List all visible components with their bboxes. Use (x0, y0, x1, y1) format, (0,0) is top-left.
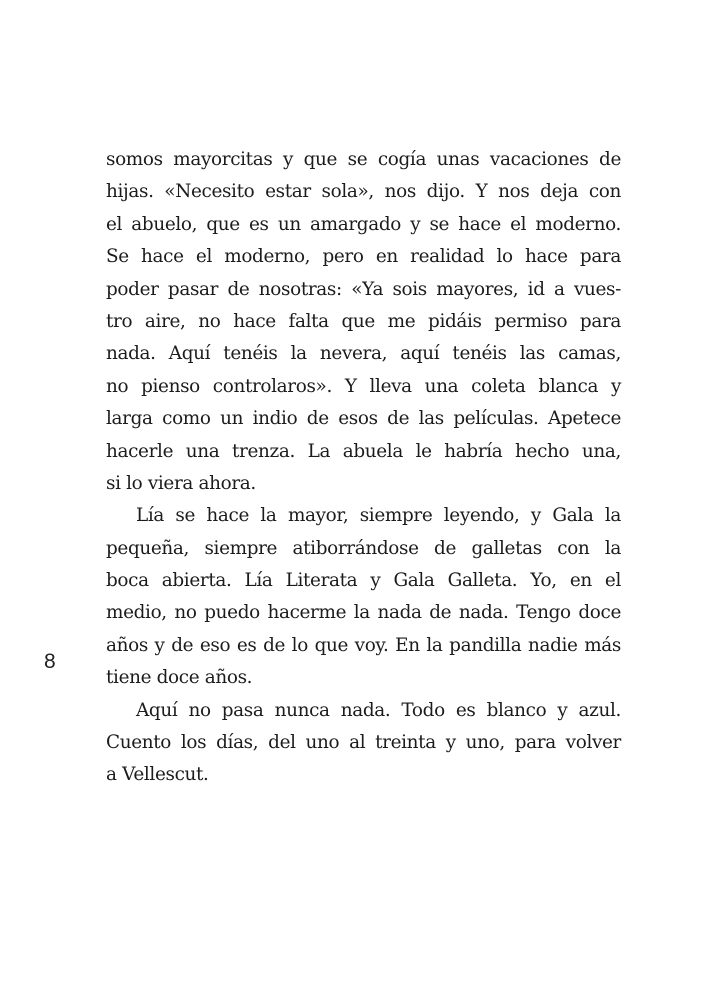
text-line: poder pasar de nosotras: «Ya sois mayores, id a vues- (106, 278, 621, 300)
text-line: Cuento los días, del uno al treinta y uno, para volver (106, 732, 621, 754)
text-line: larga como un indio de esos de las películas. Apetece (106, 408, 621, 430)
page-number: 8 (44, 650, 56, 673)
text-line: pequeña, siempre atiborrándose de galletas con la (106, 537, 621, 559)
text-line: el abuelo, que es un amargado y se hace el moderno. (106, 213, 621, 235)
text-line: hacerle una trenza. La abuela le habría hecho una, (106, 440, 621, 462)
text-line: tiene doce años. (106, 667, 253, 689)
text-line: somos mayorcitas y que se cogía unas vacaciones de (106, 149, 621, 170)
text-line: boca abierta. Lía Literata y Gala Galleta. Yo, en el (106, 570, 621, 592)
text-line: tro aire, no hace falta que me pidáis permiso para (106, 310, 621, 332)
text-line: a Vellescut. (106, 764, 209, 786)
text-line: Lía se hace la mayor, siempre leyendo, y Gala la (136, 505, 621, 527)
text-line: si lo viera ahora. (106, 472, 256, 494)
text-line: Se hace el moderno, pero en realidad lo hace para (106, 246, 621, 268)
text-line: no pienso controlaros». Y lleva una coleta blanca y (106, 375, 621, 397)
text-line: nada. Aquí tenéis la nevera, aquí tenéis las camas, (106, 343, 621, 365)
text-line: hijas. «Necesito estar sola», nos dijo. Y nos deja con (106, 181, 621, 203)
text-line: medio, no puedo hacerme la nada de nada. Tengo doce (106, 602, 621, 624)
body-text (106, 144, 621, 792)
text-line: Aquí no pasa nunca nada. Todo es blanco y azul. (136, 699, 621, 721)
text-line: años y de eso es de lo que voy. En la pandilla nadie más (106, 634, 621, 656)
